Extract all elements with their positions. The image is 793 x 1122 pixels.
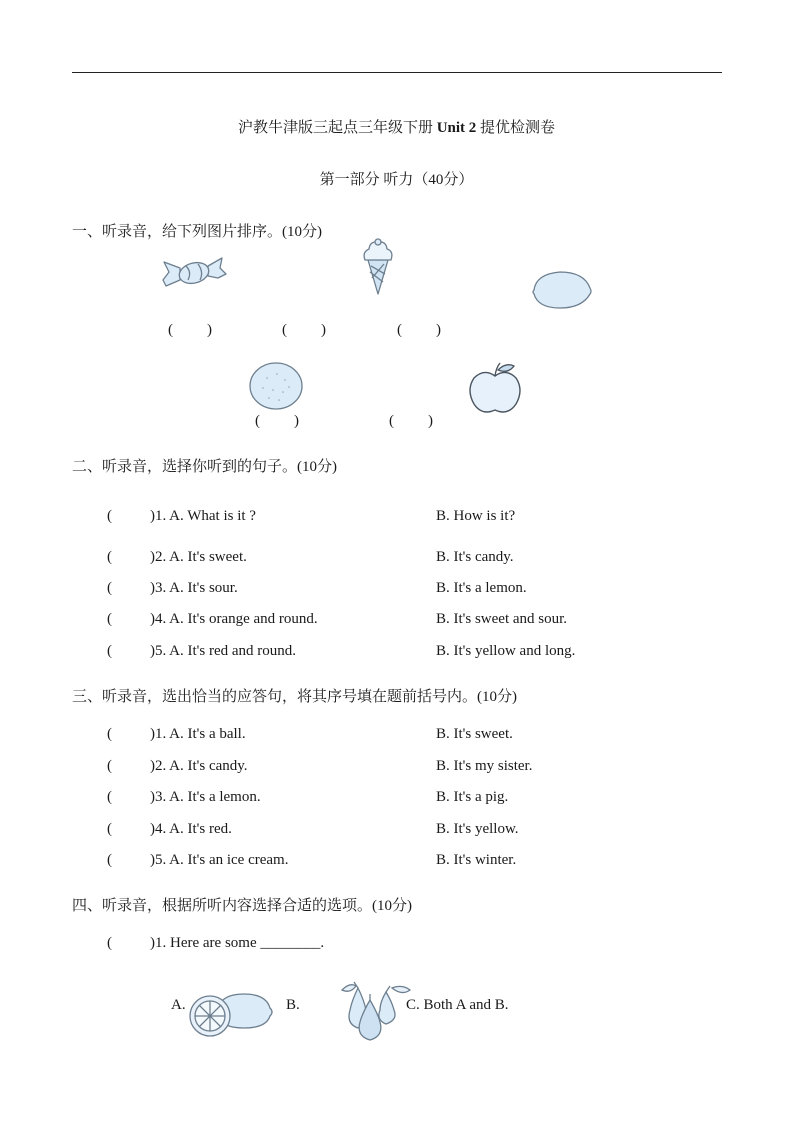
- section4-heading: 四、听录音，根据所听内容选择合适的选项。(10分): [72, 898, 412, 914]
- question-row: [107, 726, 667, 746]
- option-b: B. It's a lemon.: [436, 580, 527, 596]
- option-a: )3. A. It's a lemon.: [150, 789, 261, 805]
- orange-icon: [247, 360, 305, 412]
- section1-heading: 一、听录音，给下列图片排序。(10分): [72, 224, 322, 240]
- answer-bracket[interactable]: (: [107, 789, 112, 805]
- answer-bracket[interactable]: (: [107, 611, 112, 627]
- option-a: )2. A. It's candy.: [150, 758, 248, 774]
- answer-bracket[interactable]: (: [107, 643, 112, 659]
- option-a-label: A.: [171, 997, 186, 1013]
- page-title: [0, 116, 793, 137]
- option-c-label: C. Both A and B.: [406, 997, 509, 1013]
- ice-cream-icon: [360, 238, 396, 296]
- option-a: )1. A. What is it ?: [150, 508, 256, 524]
- option-a: )4. A. It's red.: [150, 821, 232, 837]
- option-b: B. It's my sister.: [436, 758, 533, 774]
- question-row: [107, 821, 667, 841]
- header-rule: [72, 72, 722, 73]
- question-row: [107, 789, 667, 809]
- answer-bracket[interactable]: (: [107, 935, 112, 951]
- answer-bracket[interactable]: (: [107, 852, 112, 868]
- section2-heading: 二、听录音，选择你听到的句子。(10分): [72, 459, 337, 475]
- answer-bracket[interactable]: (: [107, 726, 112, 742]
- pears-icon: [340, 980, 416, 1042]
- option-a: )4. A. It's orange and round.: [150, 611, 318, 627]
- option-a: )2. A. It's sweet.: [150, 549, 247, 565]
- answer-bracket[interactable]: (: [107, 508, 112, 524]
- option-b-label: B.: [286, 997, 300, 1013]
- answer-bracket-1[interactable]: ( ): [168, 322, 212, 338]
- question-row: [107, 508, 667, 528]
- question-row: [107, 643, 667, 663]
- section3-heading: 三、听录音，选出恰当的应答句，将其序号填在题前括号内。(10分): [72, 689, 517, 705]
- candy-icon: [160, 252, 228, 296]
- question-row: [107, 935, 667, 955]
- option-b: B. It's candy.: [436, 549, 514, 565]
- option-b: B. It's yellow and long.: [436, 643, 576, 659]
- answer-bracket[interactable]: (: [107, 821, 112, 837]
- title-unit: Unit 2: [436, 120, 477, 136]
- lemons-icon: [188, 988, 276, 1040]
- title-tail: 提优检测卷: [480, 120, 556, 136]
- question-row: [107, 549, 667, 569]
- lemon-icon: [530, 266, 594, 314]
- answer-bracket-5[interactable]: ( ): [389, 413, 433, 429]
- title-cn: 沪教牛津版三起点三年级下册: [237, 120, 433, 136]
- option-b: B. It's yellow.: [436, 821, 519, 837]
- question-row: [107, 580, 667, 600]
- option-b: B. It's sweet.: [436, 726, 513, 742]
- option-a: )3. A. It's sour.: [150, 580, 238, 596]
- option-a: )5. A. It's red and round.: [150, 643, 297, 659]
- answer-bracket[interactable]: (: [107, 580, 112, 596]
- apple-icon: [466, 360, 524, 416]
- answer-bracket-2[interactable]: ( ): [282, 322, 326, 338]
- question-row: [107, 611, 667, 631]
- option-b: B. How is it?: [436, 508, 516, 524]
- part-title: 第一部分 听力（40分）: [319, 172, 474, 188]
- question-row: [107, 758, 667, 778]
- option-b: B. It's winter.: [436, 852, 517, 868]
- answer-bracket-4[interactable]: ( ): [255, 413, 299, 429]
- question-row: [107, 852, 667, 872]
- option-b: B. It's a pig.: [436, 789, 509, 805]
- option-b: B. It's sweet and sour.: [436, 611, 568, 627]
- question-text: )1. Here are some ________.: [150, 935, 325, 951]
- answer-bracket-3[interactable]: ( ): [397, 322, 441, 338]
- option-a: )5. A. It's an ice cream.: [150, 852, 289, 868]
- answer-bracket[interactable]: (: [107, 758, 112, 774]
- answer-bracket[interactable]: (: [107, 549, 112, 565]
- option-a: )1. A. It's a ball.: [150, 726, 246, 742]
